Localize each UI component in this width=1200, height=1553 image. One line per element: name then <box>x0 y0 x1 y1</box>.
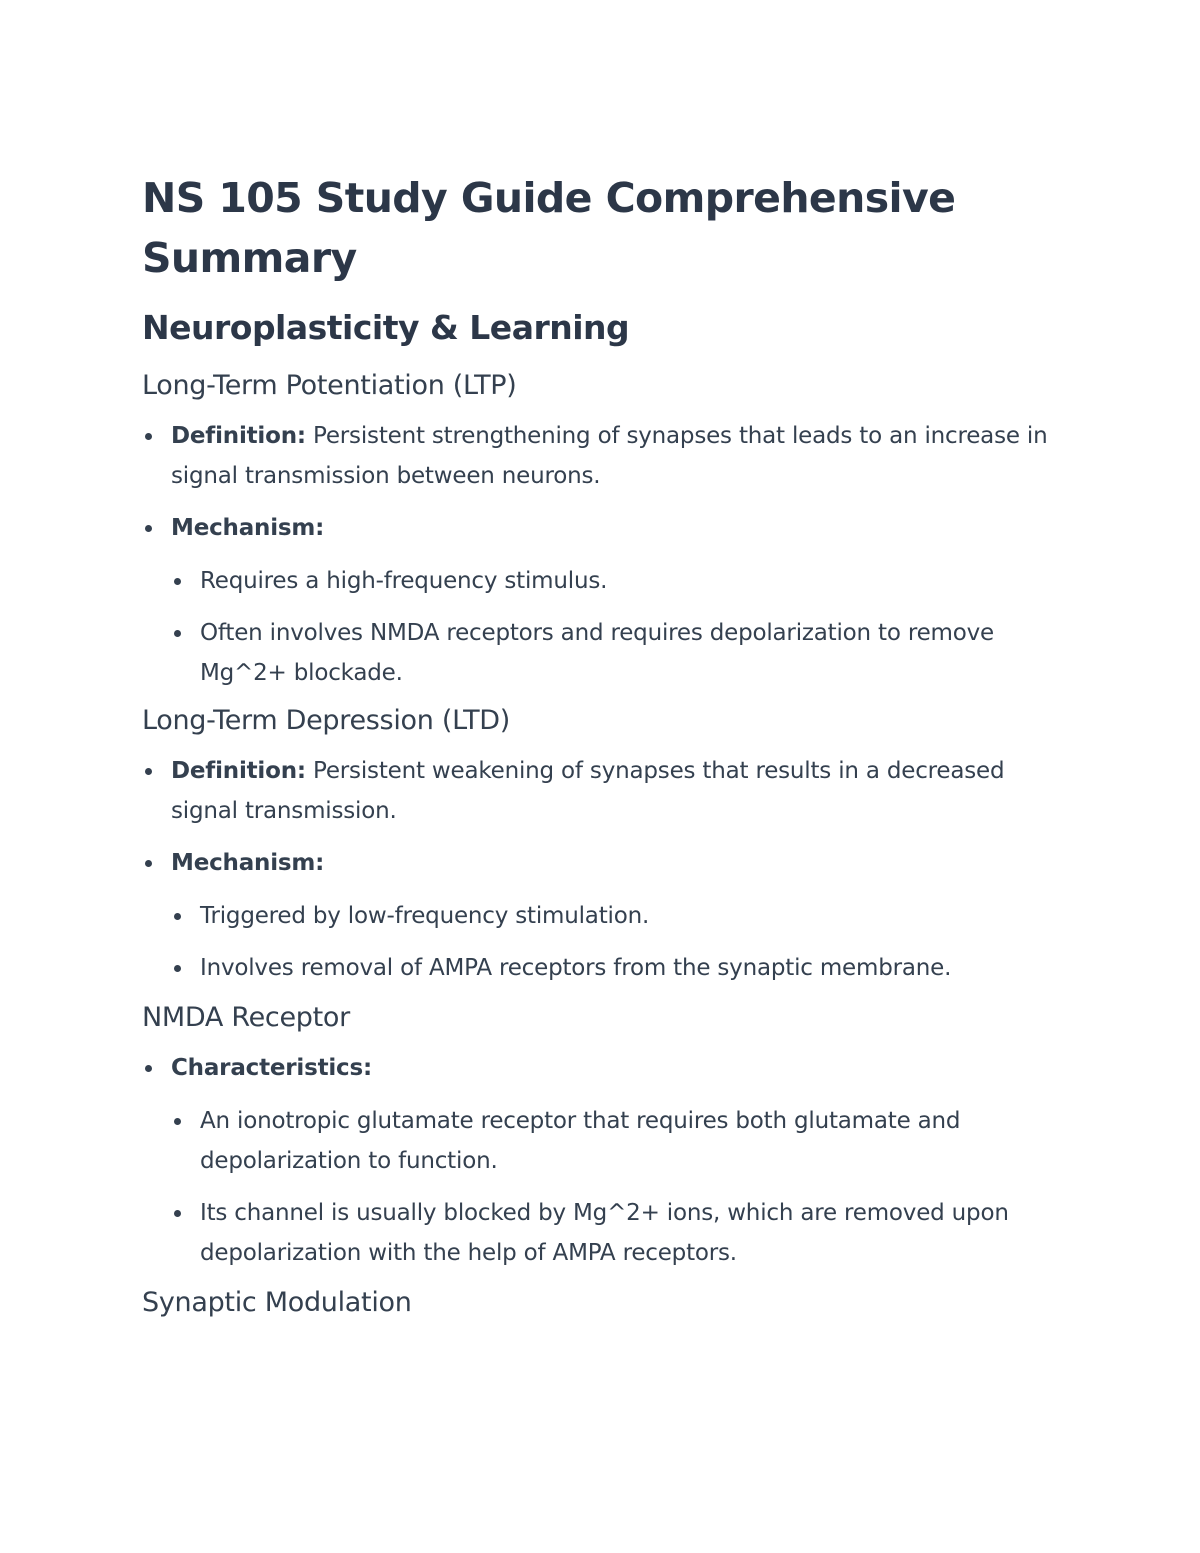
bullet-icon <box>174 630 181 637</box>
ltp-heading: Long-Term Potentiation (LTP) <box>142 370 517 401</box>
bullet-icon <box>174 913 181 920</box>
nmda-characteristics-item <box>142 1048 1072 1088</box>
ltd-mechanism-subitem: Triggered by low-frequency stimulation. <box>142 896 1072 936</box>
bullet-icon <box>174 1118 181 1125</box>
ltd-definition-item <box>142 751 1072 831</box>
ltp-mechanism-subitem: Requires a high-frequency stimulus. <box>142 561 1072 601</box>
nmda-characteristics-subitem: An ionotropic glutamate receptor that requires both glutamate and depolarization to function. <box>142 1101 1072 1181</box>
ltd-list <box>142 751 1072 988</box>
bullet-icon <box>174 578 181 585</box>
ltp-section <box>142 368 1072 693</box>
bullet-icon <box>145 433 152 440</box>
ltd-mechanism-label: Mechanism: <box>171 850 325 876</box>
ltp-list <box>142 416 1072 693</box>
nmda-characteristics-label: Characteristics: <box>171 1055 372 1081</box>
ltp-definition-text: Persistent strengthening of synapses that leads to an increase in signal transmission between neurons. <box>171 423 1048 489</box>
bullet-icon <box>145 768 152 775</box>
ltp-mechanism-subitem: Often involves NMDA receptors and requires depolarization to remove Mg^2+ blockade. <box>142 613 1072 693</box>
ltp-mechanism-item <box>142 508 1072 548</box>
nmda-section <box>142 1000 1072 1273</box>
ltp-definition-label: Definition: <box>171 423 306 449</box>
synaptic-modulation-heading: Synaptic Modulation <box>142 1287 412 1318</box>
document-page <box>142 168 1072 1321</box>
bullet-icon <box>145 525 152 532</box>
bullet-icon <box>174 1210 181 1217</box>
section-heading: Neuroplasticity & Learning <box>142 308 630 347</box>
bullet-icon <box>145 1065 152 1072</box>
ltd-heading: Long-Term Depression (LTD) <box>142 705 511 736</box>
ltd-mechanism-subitem: Involves removal of AMPA receptors from the synaptic membrane. <box>142 948 1072 988</box>
document-title: NS 105 Study Guide Comprehensive Summary <box>142 174 956 282</box>
ltp-mechanism-label: Mechanism: <box>171 515 325 541</box>
bullet-icon <box>174 965 181 972</box>
bullet-icon <box>145 860 152 867</box>
synaptic-modulation-section <box>142 1285 1072 1321</box>
nmda-heading: NMDA Receptor <box>142 1002 350 1033</box>
ltd-definition-label: Definition: <box>171 758 306 784</box>
ltd-section <box>142 703 1072 988</box>
nmda-list <box>142 1048 1072 1273</box>
nmda-characteristics-subitem: Its channel is usually blocked by Mg^2+ ions, which are removed upon depolarization with the help of AMPA receptors. <box>142 1193 1072 1273</box>
ltp-definition-item <box>142 416 1072 496</box>
ltd-definition-text: Persistent weakening of synapses that results in a decreased signal transmission. <box>171 758 1005 824</box>
ltd-mechanism-item <box>142 843 1072 883</box>
